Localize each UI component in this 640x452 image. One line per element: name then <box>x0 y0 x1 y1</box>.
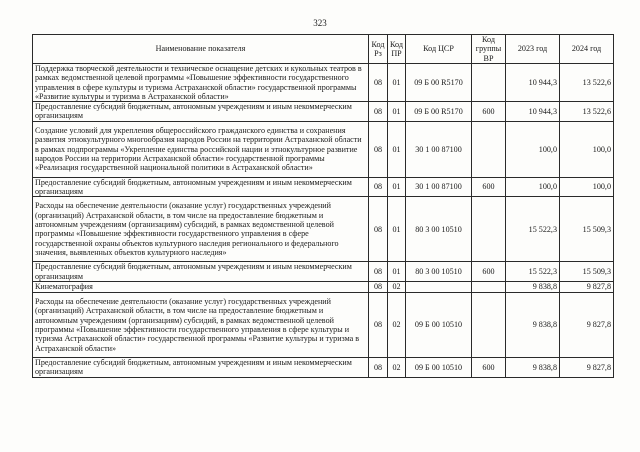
row-2024: 9 827,8 <box>560 357 614 377</box>
row-vr: 600 <box>472 357 506 377</box>
row-name: Предоставление субсидий бюджетным, автономным учреждениям и иным некоммерческим организациям <box>33 102 369 122</box>
row-rz: 08 <box>369 121 388 177</box>
row-2023: 15 522,3 <box>506 262 560 282</box>
row-rz: 08 <box>369 177 388 197</box>
row-2024: 15 509,3 <box>560 262 614 282</box>
row-2023: 10 944,3 <box>506 64 560 102</box>
row-pr: 01 <box>388 177 406 197</box>
table-row <box>33 281 614 292</box>
table-row <box>33 197 614 262</box>
header-2023: 2023 год <box>506 35 560 64</box>
table-row <box>33 64 614 102</box>
row-rz: 08 <box>369 292 388 357</box>
row-vr <box>472 281 506 292</box>
row-vr <box>472 197 506 262</box>
page-number: 323 <box>313 18 327 28</box>
row-pr: 01 <box>388 64 406 102</box>
row-csr <box>406 281 472 292</box>
row-pr: 02 <box>388 281 406 292</box>
budget-table <box>32 34 614 378</box>
row-rz: 08 <box>369 102 388 122</box>
row-rz: 08 <box>369 197 388 262</box>
row-2024: 13 522,6 <box>560 102 614 122</box>
row-pr: 02 <box>388 292 406 357</box>
row-vr <box>472 292 506 357</box>
row-csr: 30 1 00 87100 <box>406 121 472 177</box>
row-name: Предоставление субсидий бюджетным, автономным учреждениям и иным некоммерческим организациям <box>33 262 369 282</box>
row-vr <box>472 64 506 102</box>
row-pr: 01 <box>388 102 406 122</box>
row-2023: 10 944,3 <box>506 102 560 122</box>
row-2024: 100,0 <box>560 121 614 177</box>
row-rz: 08 <box>369 262 388 282</box>
row-2024: 100,0 <box>560 177 614 197</box>
row-name: Предоставление субсидий бюджетным, автономным учреждениям и иным некоммерческим организациям <box>33 177 369 197</box>
row-pr: 01 <box>388 197 406 262</box>
row-csr: 09 Б 00 R5170 <box>406 102 472 122</box>
header-vr: Код группы ВР <box>472 35 506 64</box>
table-row <box>33 121 614 177</box>
row-2024: 15 509,3 <box>560 197 614 262</box>
row-name: Создание условий для укрепления общероссийского гражданского единства и сохранения развития этнокультурного многообразия народов России на территории Астраханской области в рамках подпрограммы «Укрепление единства российской нации и этнокультурное развитие народов России на территории Астраханской области» государственной программы «Реализация государственной национальной политики в Астраханской области» <box>33 121 369 177</box>
row-csr: 80 3 00 10510 <box>406 197 472 262</box>
row-pr: 01 <box>388 262 406 282</box>
row-name: Расходы на обеспечение деятельности (оказание услуг) государственных учреждений (организаций) Астраханской области, в том числе на предоставление бюджетным и автономным учреждениям (организациям) субсидий, в рамках ведомственной целевой программы «Повышение эффективности государственного управления в сфере культуры и туризма Астраханской области» государственной программы «Развитие культуры и туризма в Астраханской области» <box>33 292 369 357</box>
row-2023: 100,0 <box>506 121 560 177</box>
row-rz: 08 <box>369 281 388 292</box>
row-2024: 9 827,8 <box>560 281 614 292</box>
row-vr: 600 <box>472 262 506 282</box>
row-2024: 9 827,8 <box>560 292 614 357</box>
row-csr: 30 1 00 87100 <box>406 177 472 197</box>
table-row <box>33 262 614 282</box>
table-row <box>33 357 614 377</box>
row-pr: 01 <box>388 121 406 177</box>
row-name: Кинематография <box>33 281 369 292</box>
header-name: Наименование показателя <box>33 35 369 64</box>
row-2023: 9 838,8 <box>506 357 560 377</box>
header-csr: Код ЦСР <box>406 35 472 64</box>
row-csr: 80 3 00 10510 <box>406 262 472 282</box>
row-vr <box>472 121 506 177</box>
header-rz: Код Рз <box>369 35 388 64</box>
row-vr: 600 <box>472 102 506 122</box>
table-header-row <box>33 35 614 64</box>
row-2023: 9 838,8 <box>506 281 560 292</box>
row-2024: 13 522,6 <box>560 64 614 102</box>
row-rz: 08 <box>369 64 388 102</box>
row-name: Расходы на обеспечение деятельности (оказание услуг) государственных учреждений (организаций) Астраханской области, в том числе на предоставление бюджетным и автономным учреждениям (организациям) субсидий, в рамках ведомственной целевой программы «Повышение эффективности государственного управления в сфере государственной охраны объектов культурного наследия регионального и федерального значения, выявленных объектов культурного наследия» <box>33 197 369 262</box>
row-vr: 600 <box>472 177 506 197</box>
row-pr: 02 <box>388 357 406 377</box>
row-csr: 09 Б 00 10510 <box>406 292 472 357</box>
table-row <box>33 102 614 122</box>
header-pr: Код ПР <box>388 35 406 64</box>
header-2024: 2024 год <box>560 35 614 64</box>
table-row <box>33 177 614 197</box>
row-2023: 9 838,8 <box>506 292 560 357</box>
row-csr: 09 Б 00 10510 <box>406 357 472 377</box>
table-row <box>33 292 614 357</box>
row-2023: 15 522,3 <box>506 197 560 262</box>
row-name: Предоставление субсидий бюджетным, автономным учреждениям и иным некоммерческим организациям <box>33 357 369 377</box>
row-2023: 100,0 <box>506 177 560 197</box>
row-rz: 08 <box>369 357 388 377</box>
row-csr: 09 Б 00 R5170 <box>406 64 472 102</box>
row-name: Поддержка творческой деятельности и техническое оснащение детских и кукольных театров в рамках ведомственной целевой программы «Повышение эффективности государственного управления в сфере культуры и туризма Астраханской области» государственной программы «Развитие культуры и туризма в Астраханской области» <box>33 64 369 102</box>
